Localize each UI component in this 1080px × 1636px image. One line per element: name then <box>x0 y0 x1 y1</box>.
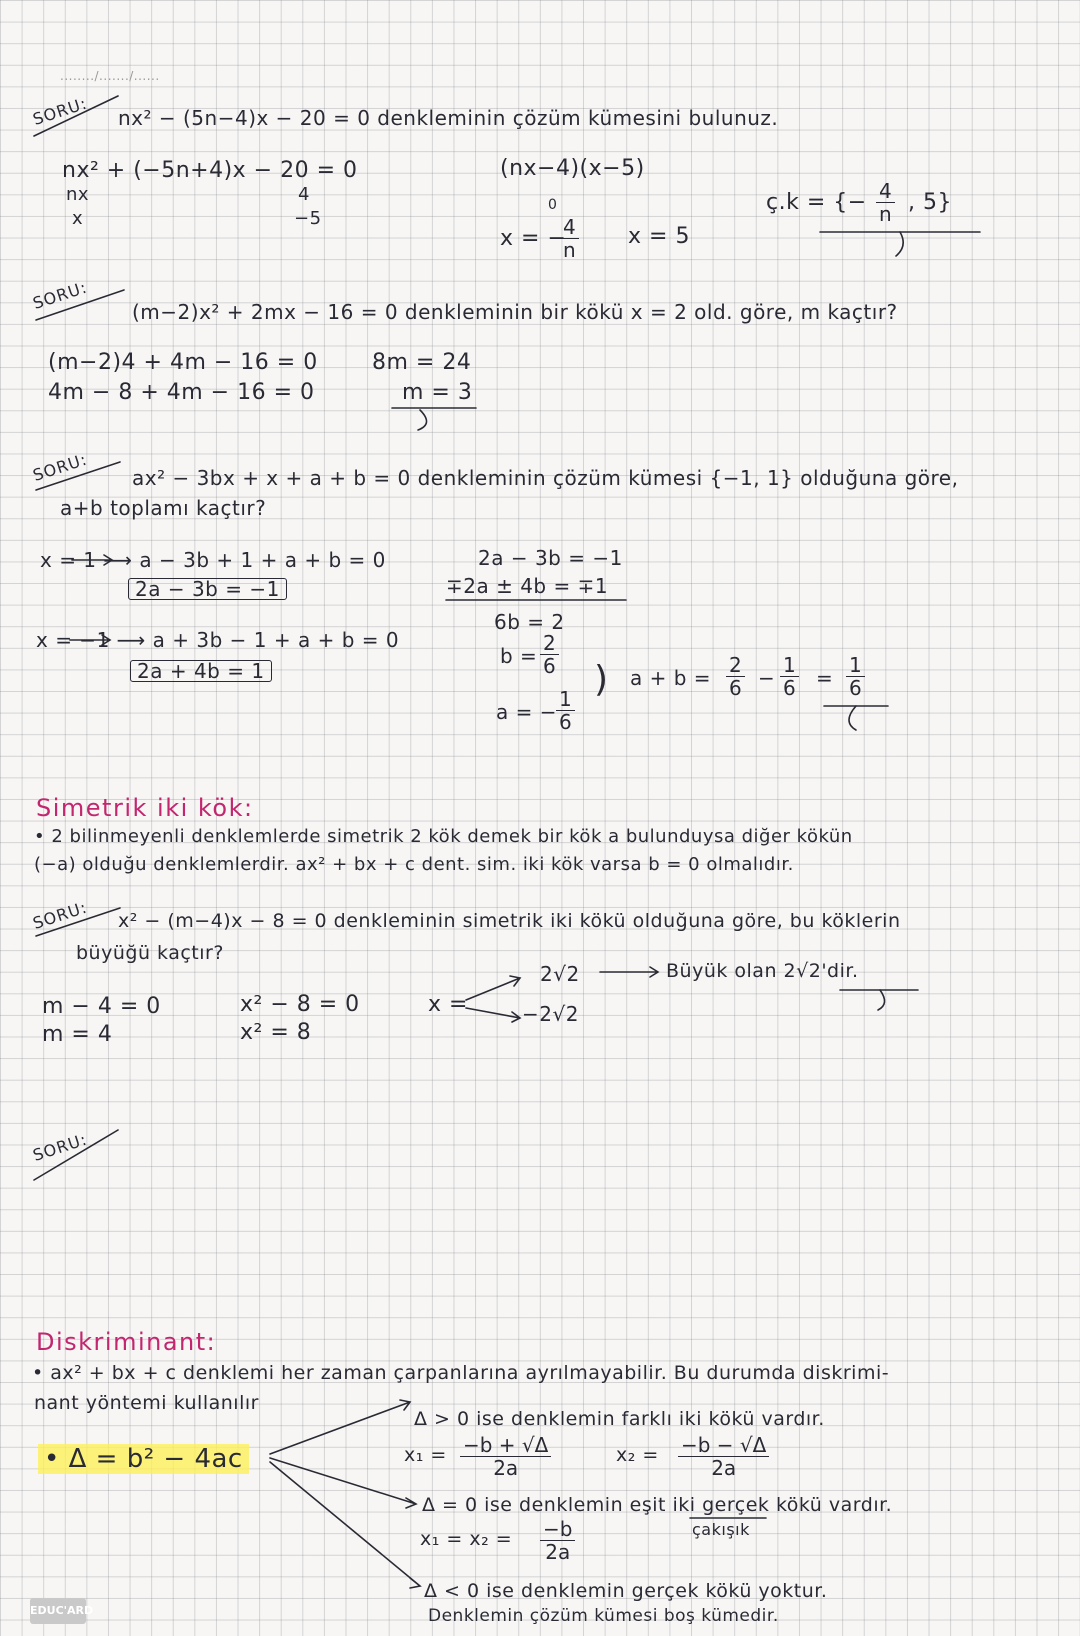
denominator: 6 <box>783 676 796 700</box>
q4-line1: m − 4 = 0 <box>42 994 161 1019</box>
q4-conclusion: Büyük olan 2√2'dir. <box>666 960 859 982</box>
soru-underline <box>34 1130 118 1180</box>
denominator: 6 <box>849 676 862 700</box>
arrow-icon <box>466 976 520 1000</box>
q4-root-neg: −2√2 <box>522 1002 579 1026</box>
soru-label: SORU: <box>30 449 90 485</box>
denominator: n <box>879 202 892 226</box>
q1-factored: (nx−4)(x−5) <box>500 156 645 181</box>
q3-sum-eq: = <box>816 666 834 690</box>
x2-lhs: x₂ = <box>616 1444 659 1466</box>
numerator: −b − √Δ <box>678 1434 769 1457</box>
denominator: 6 <box>729 676 742 700</box>
q3-b-lhs: b = <box>500 644 538 668</box>
denominator: 6 <box>559 710 572 734</box>
brace: ) <box>594 659 609 700</box>
answer-tick <box>849 706 856 730</box>
q3-elim3: 6b = 2 <box>494 610 565 634</box>
q1-root1-lhs: x = − <box>500 226 567 251</box>
denominator: 2a <box>545 1540 571 1564</box>
q3-sum-minus: − <box>758 666 776 690</box>
header-dots: ......../......./...... <box>60 69 160 83</box>
q3-case2-box: 2a + 4b = 1 <box>130 660 272 682</box>
q1-statement: nx² − (5n−4)x − 20 = 0 denkleminin çözüm kümesini bulunuz. <box>118 106 779 130</box>
answer-tick <box>896 232 903 256</box>
soru-underline <box>34 96 118 136</box>
numerator: 4 <box>876 180 895 203</box>
numerator: 1 <box>846 654 865 677</box>
denominator: 2a <box>493 1456 519 1480</box>
soru-label: SORU: <box>30 93 90 129</box>
q1-line1: nx² + (−5n+4)x − 20 = 0 <box>62 158 358 183</box>
soru-underline <box>36 908 120 936</box>
case-zero-note: çakışık <box>692 1520 750 1539</box>
numerator: −b <box>540 1518 575 1541</box>
q1-root2: x = 5 <box>628 224 690 249</box>
arrow-icon <box>466 1008 520 1022</box>
soru-label: SORU: <box>30 897 90 933</box>
soru-label: SORU: <box>30 277 90 313</box>
q1-line3b: −5 <box>294 208 322 229</box>
q1-line2a: nx <box>66 184 90 205</box>
answer-tick <box>878 990 885 1010</box>
arrow-icon <box>72 555 112 565</box>
discriminant-formula: • Δ = b² − 4ac <box>38 1444 249 1474</box>
q2-line1: (m−2)4 + 4m − 16 = 0 <box>48 350 318 375</box>
arrow-icon <box>270 1400 410 1454</box>
q4-x-eq: x = <box>428 992 468 1017</box>
q3-case1: x = 1 ⟶ a − 3b + 1 + a + b = 0 <box>40 548 386 572</box>
q4-line4: x² = 8 <box>240 1020 312 1045</box>
arrow-icon <box>70 635 110 645</box>
q3-statement2: a+b toplamı kaçtır? <box>60 496 267 520</box>
q3-elim1: 2a − 3b = −1 <box>478 546 623 570</box>
q1-line3a: x <box>72 208 84 229</box>
symmetric-title: Simetrik iki kök: <box>36 794 254 822</box>
numerator: 1 <box>556 688 575 711</box>
case-positive: Δ > 0 ise denklemin farklı iki kökü vardır. <box>414 1408 825 1430</box>
numerator: 4 <box>560 216 579 239</box>
numerator: −b + √Δ <box>460 1434 551 1457</box>
x12-lhs: x₁ = x₂ = <box>420 1528 513 1550</box>
symmetric-text2: (−a) olduğu denklemlerdir. ax² + bx + c dent. sim. iki kök varsa b = 0 olmalıdır. <box>34 854 794 875</box>
case-negative2: Denklemin çözüm kümesi boş kümedir. <box>428 1606 779 1626</box>
q3-a-lhs: a = − <box>496 700 557 724</box>
case-zero: Δ = 0 ise denklemin eşit iki gerçek kökü vardır. <box>422 1494 893 1516</box>
soru-label-5: SORU: <box>30 1129 90 1165</box>
q4-line3: x² − 8 = 0 <box>240 992 360 1017</box>
case-negative: Δ < 0 ise denklemin gerçek kökü yoktur. <box>424 1580 828 1602</box>
educard-logo: EDUC'ARD <box>30 1598 86 1624</box>
denominator: 6 <box>543 654 556 678</box>
soru-underline <box>36 462 120 490</box>
q4-statement1: x² − (m−4)x − 8 = 0 denkleminin simetrik iki kökü olduğuna göre, bu köklerin <box>118 910 901 932</box>
q3-statement1: ax² − 3bx + x + a + b = 0 denkleminin çözüm kümesi {−1, 1} olduğuna göre, <box>132 466 959 490</box>
q1-line2b: 4 <box>298 184 310 205</box>
answer-tick <box>418 410 427 430</box>
discriminant-title: Diskriminant: <box>36 1328 217 1356</box>
q3-case1-box: 2a − 3b = −1 <box>128 578 287 600</box>
q1-answer-rhs: , 5} <box>908 190 952 215</box>
numerator: 1 <box>780 654 799 677</box>
numerator: 2 <box>540 632 559 655</box>
q4-root-pos: 2√2 <box>540 962 580 986</box>
q3-elim2: ∓2a ± 4b = ∓1 <box>446 574 609 598</box>
q4-line2: m = 4 <box>42 1022 113 1047</box>
soru-underline <box>36 290 124 320</box>
q1-zero: 0 <box>548 197 558 213</box>
numerator: 2 <box>726 654 745 677</box>
discriminant-text2: nant yöntemi kullanılır <box>34 1392 259 1414</box>
q2-answer: m = 3 <box>402 380 473 405</box>
q3-case2: x = −1 ⟶ a + 3b − 1 + a + b = 0 <box>36 628 400 652</box>
arrow-icon <box>270 1458 416 1508</box>
q2-line3: 8m = 24 <box>372 350 472 375</box>
symmetric-text1: • 2 bilinmeyenli denklemlerde simetrik 2 kök demek bir kök a bulunduysa diğer kökün <box>34 826 853 847</box>
x1-lhs: x₁ = <box>404 1444 447 1466</box>
q2-statement: (m−2)x² + 2mx − 16 = 0 denkleminin bir kökü x = 2 old. göre, m kaçtır? <box>132 300 898 324</box>
denominator: 2a <box>711 1456 737 1480</box>
q1-answer-lhs: ç.k = {− <box>766 190 867 215</box>
q2-line2: 4m − 8 + 4m − 16 = 0 <box>48 380 315 405</box>
arrow-icon <box>600 967 658 977</box>
denominator: n <box>563 238 576 262</box>
q3-sum-lhs: a + b = <box>630 666 712 690</box>
discriminant-text1: • ax² + bx + c denklemi her zaman çarpanlarına ayrılmayabilir. Bu durumda diskrimi- <box>32 1362 890 1384</box>
q4-statement2: büyüğü kaçtır? <box>76 942 224 964</box>
